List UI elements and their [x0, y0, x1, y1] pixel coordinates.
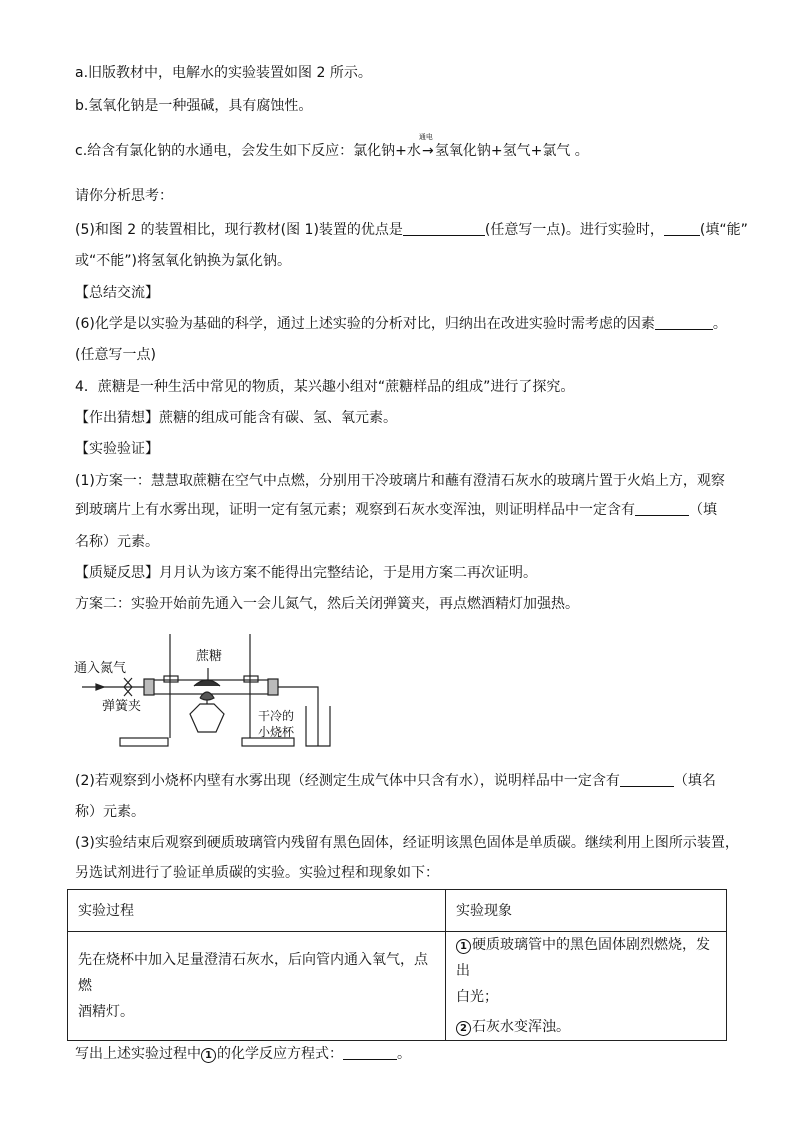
phenomenon-1-text: 硬质玻璃管中的黑色固体剧烈燃烧，发出 [456, 937, 710, 979]
q3-line1: (3)实验结束后观察到硬质玻璃管内残留有黑色固体，经证明该黑色固体是单质碳。继续利用上图所示装置， [75, 835, 739, 851]
final-text-b: 的化学反应方程式： [217, 1046, 343, 1062]
q3-line2: 另选试剂进行了验证单质碳的实验。实验过程和现象如下： [75, 865, 439, 881]
q5-text-b: (任意写一点)。进行实验时， [484, 222, 664, 238]
clamp-left [164, 676, 178, 682]
doubt: 【质疑反思】月月认为该方案不能得出完整结论，于是用方案二再次证明。 [75, 565, 537, 581]
q5-line1 [75, 221, 748, 239]
reaction-condition: 通电 [418, 133, 433, 141]
answer-blank[interactable] [403, 221, 485, 236]
final-text-a: 写出上述实验过程中 [75, 1046, 201, 1062]
table-cell-phenomenon [446, 932, 727, 1041]
q2-line2: 称）元素。 [75, 804, 145, 820]
note-a: a.旧版教材中，电解水的实验装置如图 2 所示。 [75, 65, 372, 81]
final-end: 。 [397, 1046, 411, 1062]
q5-line2: 或“不能”)将氢氧化钠换为氯化钠。 [75, 253, 291, 269]
process-line2: 酒精灯。 [78, 1004, 134, 1020]
label-beaker-line1: 干冷的 [258, 709, 295, 723]
note-b: b.氢氧化钠是一种强碱，具有腐蚀性。 [75, 98, 313, 114]
label-n2: 通入氮气 [74, 661, 127, 676]
arrow-icon: → [422, 143, 434, 159]
answer-blank[interactable] [343, 1045, 397, 1060]
q6-end: 。 [712, 316, 727, 332]
alcohol-lamp [190, 704, 224, 732]
q2-text: (2)若观察到小烧杯内壁有水雾出现（经测定生成气体中只含有水），说明样品中一定含有 [75, 773, 620, 789]
stand-base-left [120, 738, 168, 746]
reaction-arrow [418, 133, 435, 160]
process-line1: 先在烧杯中加入足量澄清石灰水，后向管内通入氧气，点燃 [78, 952, 428, 994]
summary-title: 【总结交流】 [75, 285, 159, 301]
table-cell-process [68, 932, 446, 1041]
p4-verify-title: 【实验验证】 [75, 441, 159, 457]
table-header-phenomenon: 实验现象 [446, 890, 727, 932]
q1-line3: 名称）元素。 [75, 534, 159, 550]
answer-blank[interactable] [620, 772, 674, 787]
circled-number-2: 2 [456, 1021, 471, 1036]
q5-text-c: (填“能” [699, 222, 748, 238]
q5-text-a: (5)和图 2 的装置相比，现行教材(图 1)装置的优点是 [75, 222, 403, 238]
apparatus-figure [72, 628, 344, 754]
stopper-left [144, 679, 154, 695]
q1-end: （填 [689, 502, 717, 518]
answer-blank[interactable] [635, 501, 689, 516]
note-c-pre: c.给含有氯化钠的水通电，会发生如下反应：氯化钠+水 [75, 143, 421, 159]
label-sugar: 蔗糖 [196, 649, 223, 664]
phenomenon-2-text: 石灰水变浑浊。 [472, 1019, 570, 1035]
note-c [75, 133, 589, 160]
circled-number-1: 1 [456, 939, 471, 954]
circled-number-1: 1 [201, 1048, 216, 1063]
stopper-right [268, 679, 278, 695]
phenomenon-1-line1 [456, 932, 716, 984]
sugar-sample [194, 680, 220, 686]
final-question [75, 1045, 411, 1063]
table-header-process: 实验过程 [68, 890, 446, 932]
phenomenon-1-line2: 白光； [456, 989, 498, 1005]
label-beaker-line2: 小烧杯 [258, 725, 295, 739]
q1-line2 [75, 501, 717, 519]
p4-intro: 4．蔗糖是一种生活中常见的物质，某兴趣小组对“蔗糖样品的组成”进行了探究。 [75, 379, 575, 395]
table-header-row [68, 890, 727, 932]
flame-icon [200, 692, 214, 700]
answer-blank[interactable] [664, 221, 700, 236]
q1-text: 到玻璃片上有水雾出现，证明一定有氢元素；观察到石灰水变浑浊，则证明样品中一定含有 [75, 502, 635, 518]
plan2: 方案二：实验开始前先通入一会儿氮气，然后关闭弹簧夹，再点燃酒精灯加强热。 [75, 596, 579, 612]
stand-base-right [242, 738, 294, 746]
p4-guess: 【作出猜想】蔗糖的组成可能含有碳、氢、氧元素。 [75, 410, 397, 426]
q6-text: (6)化学是以实验为基础的科学，通过上述实验的分析对比，归纳出在改进实验时需考虑的因素 [75, 316, 655, 332]
q6-line1 [75, 315, 727, 333]
experiment-table [67, 889, 727, 1041]
q6-line2: (任意写一点) [75, 347, 156, 363]
answer-blank[interactable] [655, 315, 713, 330]
flow-arrow-icon [96, 684, 104, 690]
q2-end: （填名 [673, 773, 716, 789]
q1-line1: (1)方案一：慧慧取蔗糖在空气中点燃，分别用干冷玻璃片和蘸有澄清石灰水的玻璃片置于火焰上方，观察 [75, 473, 725, 489]
think-title: 请你分析思考： [75, 188, 173, 204]
phenomenon-2 [456, 1014, 716, 1040]
table-row [68, 932, 727, 1041]
q2-line1 [75, 772, 716, 790]
label-clip: 弹簧夹 [102, 699, 142, 714]
note-c-post: 氢氧化钠+氢气+氯气 。 [434, 143, 589, 159]
clamp-right [244, 676, 258, 682]
